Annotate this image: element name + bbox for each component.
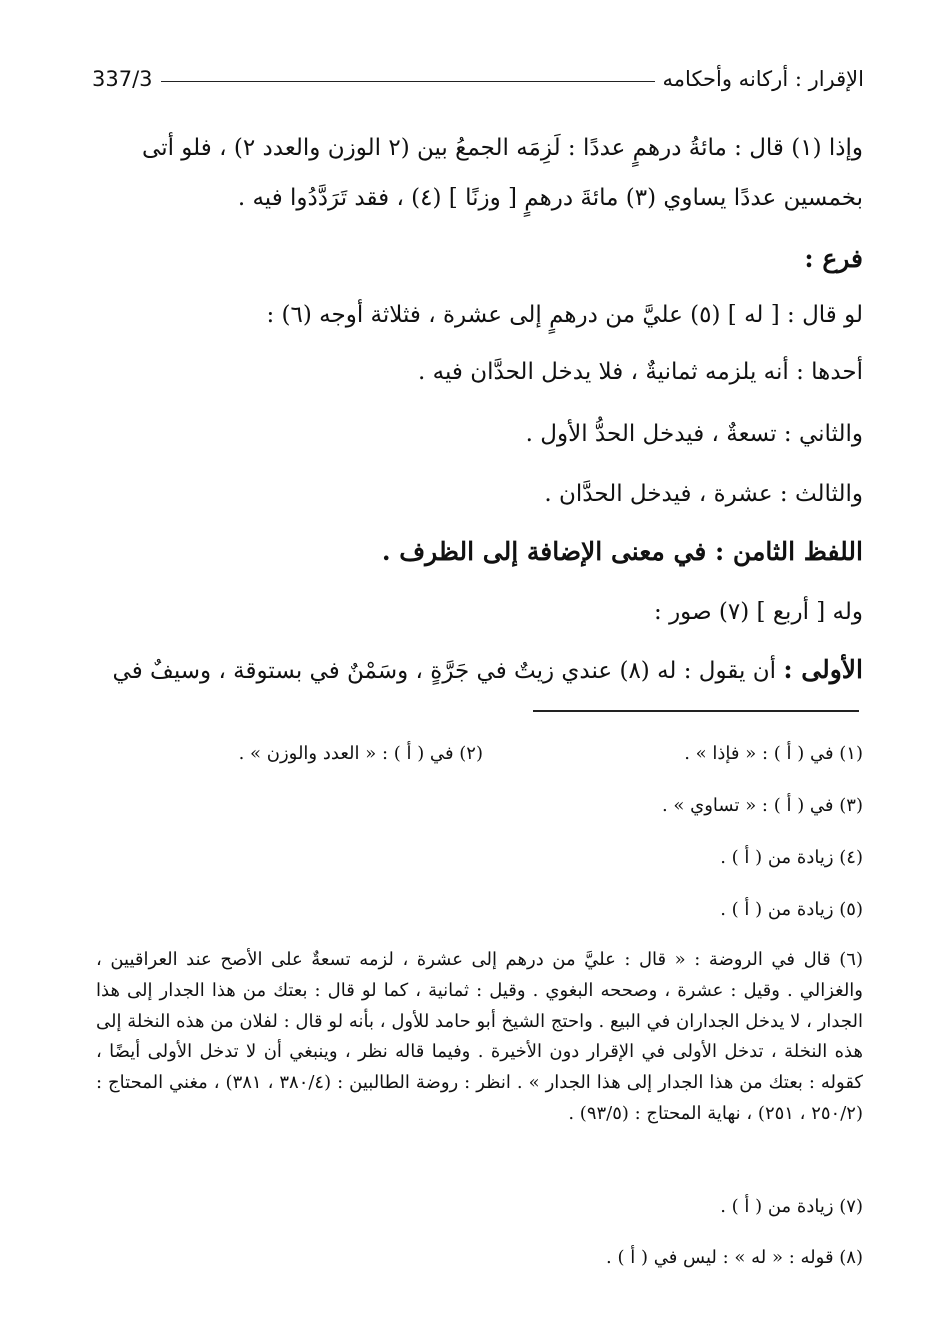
option-line: والثاني : تسعةٌ ، فيدخل الحدُّ الأول . [525, 421, 863, 447]
footnote-2: (٢) في ( أ ) : « العدد والوزن » . [238, 743, 483, 764]
section-heading: اللفظ الثامن : في معنى الإضافة إلى الظرف . [381, 537, 863, 566]
text-line: لو قال : [ له ] (٥) عليَّ من درهمٍ إلى عشرة ، فثلاثة أوجه (٦) : [266, 302, 863, 328]
footnote-row [96, 741, 863, 767]
text-line [98, 655, 863, 686]
footnote-8: (٨) قوله : « له » : ليس في ( أ ) . [606, 1247, 863, 1268]
subheading-far: فرع : [804, 244, 863, 273]
option-line: والثالث : عشرة ، فيدخل الحدَّان . [544, 481, 863, 507]
footnote-separator [533, 710, 859, 712]
option-line: أحدها : أنه يلزمه ثمانيةٌ ، فلا يدخل الحدَّان فيه . [418, 359, 863, 385]
footnote-4: (٤) زيادة من ( أ ) . [720, 847, 863, 868]
footnote-1: (١) في ( أ ) : « فإذا » . [684, 743, 863, 764]
main-text [98, 0, 863, 700]
footnote-5: (٥) زيادة من ( أ ) . [720, 899, 863, 920]
footnote-7: (٧) زيادة من ( أ ) . [720, 1196, 863, 1217]
footnote-3: (٣) في ( أ ) : « تساوي » . [661, 795, 863, 816]
running-title: الإقرار : أركانه وأحكامه [662, 67, 864, 91]
page-number: 337/3 [92, 67, 153, 91]
first-text: أن يقول : له (٨) عندي زيتٌ في جَرَّةٍ ، وسَمْنٌ في بستوقة ، وسيفٌ في [112, 658, 777, 684]
footnote-6: (٦) قال في الروضة : « قال : عليَّ من درهم إلى عشرة ، لزمه تسعةٌ على الأصح عند العراقيين ، والغزالي . وقيل : عشرة ، وصححه البغوي . وقيل : ثمانية ، كما لو قال : بعتك من هذا الجدار إلى هذا الجدار ، لا يدخل الجداران في البيع . واحتج الشيخ أبو حامد للأول ، بأنه لو قال : لفلان من هذه النخلة إلى هذه النخلة ، تدخل الأولى في الإقرار دون الأخيرة . وفيما قاله نظر ، وينبغي أن لا تدخل الأولى أيضًا ، كقوله : بعتك من هذا الجدار إلى هذا الجدار » . انظر : روضة الطالبين : (٣٨٠/٤ ، ٣٨١) ، مغني المحتاج : (٢٥٠/٢ ، ٢٥١) ، نهاية المحتاج : (٩٣/٥) . [96, 949, 863, 1124]
text-line: وله [ أربع ] (٧) صور : [654, 599, 863, 625]
first-label: الأولى : [783, 655, 863, 684]
text-line: بخمسين عددًا يساوي (٣) مائةَ درهمٍ [ وزنًا ] (٤) ، فقد تَرَدَّدُوا فيه . [237, 185, 863, 211]
text-line: وإذا (١) قال : مائةُ درهمٍ عددًا : لَزِمَه الجمعُ بين (٢ الوزن والعدد ٢) ، فلو أتى [142, 135, 863, 161]
